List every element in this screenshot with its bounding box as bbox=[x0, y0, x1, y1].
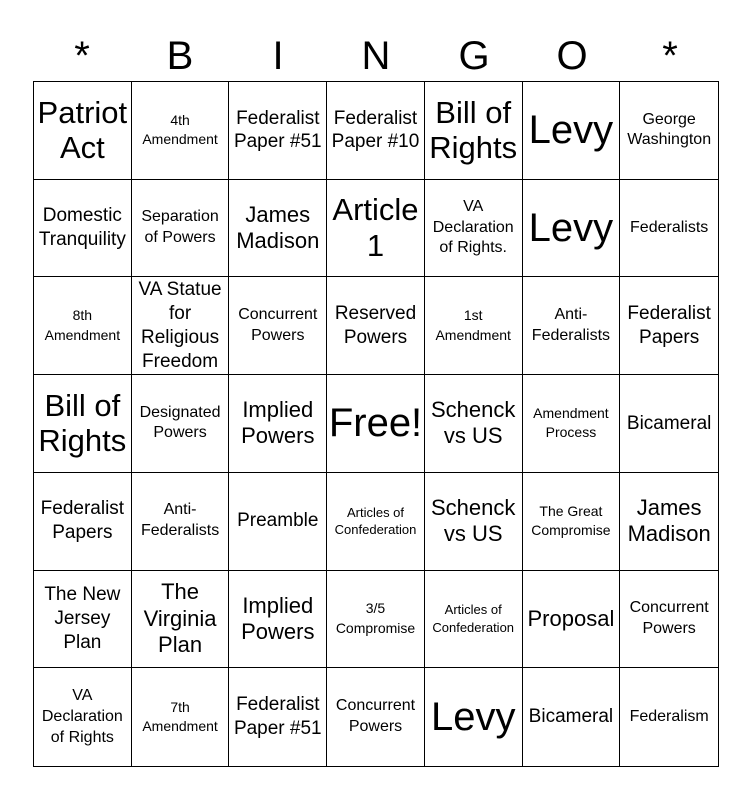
bingo-cell[interactable]: Implied Powers bbox=[229, 375, 327, 473]
bingo-cell[interactable]: James Madison bbox=[229, 180, 327, 278]
bingo-cell[interactable]: Levy bbox=[523, 82, 621, 180]
bingo-cell[interactable]: James Madison bbox=[620, 473, 718, 571]
bingo-cell[interactable]: Concurrent Powers bbox=[327, 668, 425, 766]
bingo-cell[interactable]: Federalism bbox=[629, 707, 709, 725]
bingo-cell[interactable]: Preamble bbox=[229, 473, 327, 571]
bingo-cell[interactable]: Bill of Rights bbox=[425, 82, 523, 180]
bingo-cell[interactable]: 7th Amendment bbox=[132, 668, 230, 766]
bingo-cell[interactable]: 3/5 Compromise bbox=[327, 571, 425, 669]
bingo-cell[interactable]: Schenck vs US bbox=[425, 473, 523, 571]
bingo-cell[interactable]: Bill of Rights bbox=[34, 375, 132, 473]
bingo-cell[interactable]: VA Declaration of Rights. bbox=[425, 180, 523, 278]
bingo-cell[interactable]: Anti-Federalists bbox=[132, 473, 230, 571]
bingo-cell[interactable]: Anti-Federalists bbox=[523, 277, 621, 375]
bingo-cell[interactable]: Articles of Confederation bbox=[425, 571, 523, 669]
header-letter-g: G bbox=[458, 34, 490, 78]
bingo-cell[interactable]: Reserved Powers bbox=[327, 277, 425, 375]
bingo-cell[interactable]: Concurrent Powers bbox=[229, 277, 327, 375]
bingo-free-cell[interactable]: Free! bbox=[327, 375, 425, 473]
header-letter-i: I bbox=[272, 34, 284, 78]
bingo-cell[interactable]: 1st Amendment bbox=[425, 277, 523, 375]
bingo-cell[interactable]: The Virginia Plan bbox=[132, 571, 230, 669]
bingo-cell[interactable]: Federalist Paper #51 bbox=[229, 82, 327, 180]
bingo-cell[interactable]: Federalists bbox=[620, 180, 718, 278]
bingo-header bbox=[33, 30, 719, 82]
bingo-cell[interactable]: Patriot Act bbox=[34, 82, 132, 180]
bingo-cell[interactable]: Designated Powers bbox=[132, 375, 230, 473]
bingo-cell[interactable]: Article 1 bbox=[327, 180, 425, 278]
bingo-cell[interactable]: Concurrent Powers bbox=[620, 571, 718, 669]
bingo-cell[interactable]: George Washington bbox=[620, 82, 718, 180]
bingo-cell[interactable]: Federalist Papers bbox=[34, 473, 132, 571]
header-letter-b: B bbox=[166, 34, 194, 78]
header-star-right: * bbox=[662, 34, 678, 78]
bingo-cell[interactable]: The Great Compromise bbox=[523, 473, 621, 571]
bingo-cell[interactable]: Proposal bbox=[523, 571, 621, 669]
bingo-cell[interactable]: The New Jersey Plan bbox=[34, 571, 132, 669]
header-letter-o: O bbox=[556, 34, 588, 78]
bingo-cell[interactable]: VA Statue for Religious Freedom bbox=[132, 277, 230, 375]
bingo-cell[interactable]: Schenck vs US bbox=[425, 375, 523, 473]
bingo-cell[interactable]: Domestic Tranquility bbox=[34, 180, 132, 278]
bingo-cell[interactable]: Amendment Process bbox=[523, 375, 621, 473]
header-star-left: * bbox=[74, 34, 90, 78]
bingo-cell[interactable]: 8th Amendment bbox=[34, 277, 132, 375]
bingo-cell[interactable]: 4th Amendment bbox=[132, 82, 230, 180]
bingo-cell[interactable]: VA Declaration of Rights bbox=[34, 668, 132, 766]
bingo-cell[interactable]: Bicameral bbox=[523, 668, 621, 766]
bingo-cell[interactable]: Implied Powers bbox=[229, 571, 327, 669]
bingo-cell[interactable]: Separation of Powers bbox=[132, 180, 230, 278]
bingo-cell[interactable]: Bicameral bbox=[620, 375, 718, 473]
bingo-cell[interactable]: Federalist Paper #10 bbox=[327, 82, 425, 180]
bingo-cell[interactable]: Articles of Confederation bbox=[327, 473, 425, 571]
bingo-cell[interactable]: Levy bbox=[523, 180, 621, 278]
bingo-cell[interactable]: Federalist Paper #51 bbox=[229, 668, 327, 766]
header-letter-n: N bbox=[361, 34, 391, 78]
bingo-cell[interactable]: Levy bbox=[425, 668, 523, 766]
bingo-cell[interactable]: Federalist Papers bbox=[620, 277, 718, 375]
bingo-board bbox=[33, 81, 719, 767]
